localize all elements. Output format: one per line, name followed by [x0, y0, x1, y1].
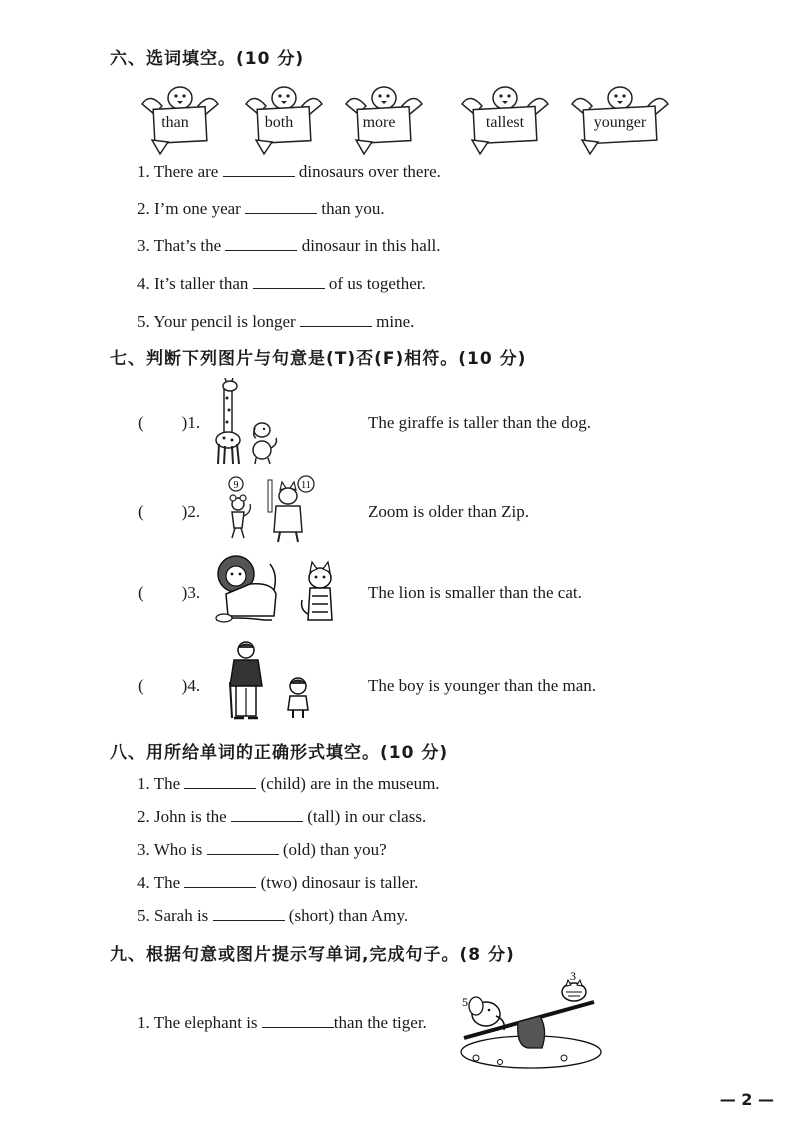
word-hint: (tall) [307, 807, 341, 826]
paren-close: )1. [181, 413, 201, 432]
form-item-3 [137, 840, 387, 860]
tf-answer-3[interactable] [138, 583, 200, 603]
seesaw-picture [456, 966, 606, 1072]
section-8-title: 八、用所给单词的正确形式填空。(10 分) [110, 743, 449, 763]
item-text: than you. [321, 199, 385, 218]
answer-blank[interactable] [207, 840, 279, 855]
zip-mouse-icon [229, 477, 250, 538]
form-item-5 [137, 906, 408, 926]
answer-blank[interactable] [184, 774, 256, 789]
item-text: of us together. [328, 274, 426, 293]
tf-sentence-1: The giraffe is taller than the dog. [368, 413, 591, 432]
tf-answer-1[interactable] [138, 413, 200, 433]
tf-sentence-2: Zoom is older than Zip. [368, 502, 530, 521]
item-text: 4. The [137, 873, 181, 892]
section-6-title: 六、选词填空。(10 分) [110, 49, 305, 69]
word-card-both [244, 84, 314, 150]
fill-item-4 [137, 274, 426, 294]
lion-icon [216, 556, 276, 622]
fill-item-5 [137, 312, 414, 332]
left-weight-label: 5 [462, 995, 468, 1009]
paren-close: )2. [181, 502, 201, 521]
item-text: 1. The elephant is [137, 1013, 258, 1032]
dog-icon [253, 423, 276, 464]
item-text: than you? [320, 840, 387, 859]
paren-close: )4. [181, 676, 201, 695]
form-item-1 [137, 774, 440, 794]
answer-blank[interactable] [300, 312, 372, 327]
section-9-title: 九、根据句意或图片提示写单词,完成句子。(8 分) [110, 945, 515, 965]
giraffe-icon [216, 378, 240, 464]
word-hint: (child) [260, 774, 306, 793]
fill-item-1 [137, 162, 441, 182]
hint-item-1 [137, 1013, 427, 1033]
tiger-icon [562, 980, 586, 1001]
word-card-label: than [161, 114, 189, 131]
word-hint: (two) [260, 873, 298, 892]
tf-answer-4[interactable] [138, 676, 200, 696]
flower-icon [473, 1055, 567, 1065]
item-text: 3. Who is [137, 840, 203, 859]
tf-answer-2[interactable] [138, 502, 200, 522]
right-weight-label: 3 [570, 969, 576, 983]
word-card-label: younger [593, 114, 647, 131]
answer-blank[interactable] [213, 906, 285, 921]
lion-cat-picture [214, 554, 344, 628]
cat-icon [302, 562, 332, 620]
answer-blank[interactable] [225, 236, 297, 251]
word-card-than [140, 84, 210, 150]
item-text: 5. Your pencil is longer [137, 312, 296, 331]
form-item-4 [137, 873, 418, 893]
item-text: dinosaurs over there. [298, 162, 441, 181]
word-hint: (old) [282, 840, 316, 859]
item-text: are in the museum. [310, 774, 440, 793]
elephant-icon [469, 997, 504, 1030]
tf-sentence-3: The lion is smaller than the cat. [368, 583, 582, 602]
zoom-cat-icon [268, 476, 314, 542]
answer-blank[interactable] [223, 162, 295, 177]
item-text: in our class. [344, 807, 427, 826]
form-item-2 [137, 807, 426, 827]
answer-blank[interactable] [245, 199, 317, 214]
item-text: dinosaur is taller. [301, 873, 419, 892]
word-card-younger [570, 84, 670, 150]
item-text: 1. The [137, 774, 181, 793]
boy-icon [288, 678, 308, 718]
item-text: 3. That’s the [137, 236, 222, 255]
zip-zoom-picture [220, 474, 320, 546]
giraffe-dog-picture [212, 378, 282, 468]
word-card-more [344, 84, 414, 150]
item-text: 4. It’s taller than [137, 274, 249, 293]
item-text: 2. John is the [137, 807, 227, 826]
man-icon [230, 642, 262, 718]
item-text: 1. There are [137, 162, 219, 181]
zip-age-label: 9 [233, 480, 239, 491]
answer-blank[interactable] [231, 807, 303, 822]
item-text: than Amy. [338, 906, 409, 925]
item-text: dinosaur in this hall. [301, 236, 441, 255]
fill-item-3 [137, 236, 441, 256]
tf-sentence-4: The boy is younger than the man. [368, 676, 597, 695]
fill-item-2 [137, 199, 385, 219]
answer-blank[interactable] [253, 274, 325, 289]
item-text: 2. I’m one year [137, 199, 241, 218]
paren-open: ( [138, 676, 144, 695]
answer-blank[interactable] [184, 873, 256, 888]
word-hint: (short) [288, 906, 335, 925]
answer-blank[interactable] [262, 1013, 334, 1028]
word-card-label: both [264, 114, 294, 131]
item-text: 5. Sarah is [137, 906, 209, 925]
word-card-tallest [460, 84, 550, 150]
paren-open: ( [138, 502, 144, 521]
paren-open: ( [138, 413, 144, 432]
paren-close: )3. [181, 583, 201, 602]
man-boy-picture [222, 640, 322, 722]
zoom-age-label: 11 [301, 480, 311, 491]
paren-open: ( [138, 583, 144, 602]
section-7-title: 七、判断下列图片与句意是(T)否(F)相符。(10 分) [110, 349, 527, 369]
item-text: mine. [376, 312, 415, 331]
word-card-label: tallest [485, 114, 525, 131]
page-number: — 2 — [719, 1090, 774, 1109]
seesaw-pivot [518, 1016, 545, 1048]
item-text: than the tiger. [333, 1013, 427, 1032]
word-card-label: more [362, 114, 396, 131]
